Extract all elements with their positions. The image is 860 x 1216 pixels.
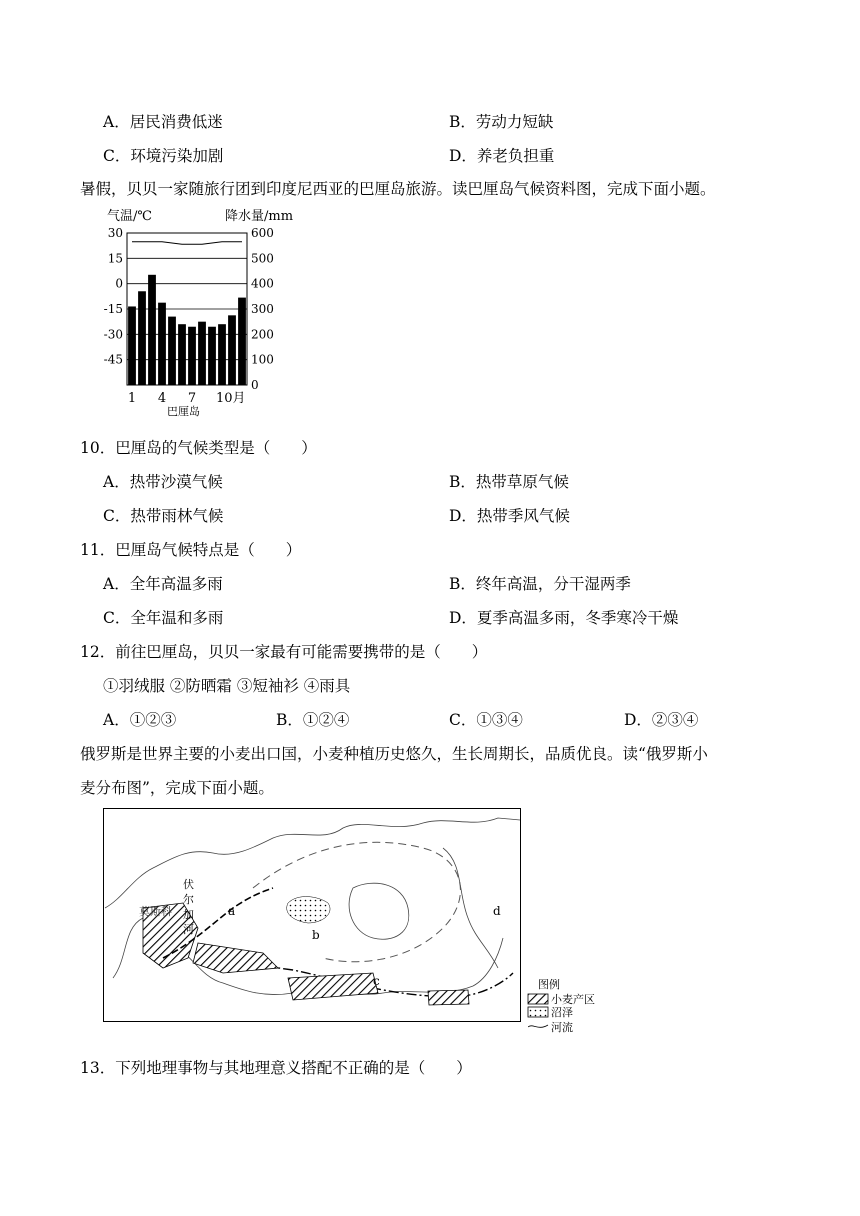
q12-items: ①羽绒服 ②防晒霜 ③短袖衫 ④雨具: [103, 677, 351, 695]
q10-option-d: D．热带季风气候: [449, 507, 570, 525]
precip-bar: [158, 303, 166, 385]
russia-map-svg: [103, 808, 623, 1023]
legend-wheat-label: 小麦产区: [551, 993, 595, 1006]
q11-option-b: B．终年高温，分干湿两季: [449, 575, 631, 593]
y-right-tick-label: 200: [251, 327, 274, 342]
precip-bar: [238, 298, 246, 385]
label-volga-3: 加: [183, 908, 194, 921]
label-volga-1: 伏: [183, 878, 194, 891]
y-right-tick-label: 500: [251, 251, 274, 266]
precip-bar: [198, 322, 206, 385]
y-right-tick-label: 100: [251, 352, 274, 367]
legend-river-label: 河流: [551, 1021, 573, 1034]
q13-stem: 13．下列地理事物与其地理意义搭配不正确的是（ ）: [80, 1059, 472, 1077]
q10-option-a: A．热带沙漠气候: [103, 473, 223, 491]
y-left-tick-label: 0: [115, 276, 123, 291]
precip-bar: [168, 317, 176, 385]
precip-bar: [218, 324, 226, 385]
q12-option-d: D．②③④: [624, 711, 699, 729]
precip-bar: [128, 306, 136, 385]
precip-bar: [228, 315, 236, 385]
q9-option-a: A．居民消费低迷: [103, 113, 223, 131]
chart-station-label: 巴厘岛: [167, 405, 200, 418]
q10-option-b: B．热带草原气候: [449, 473, 569, 491]
bali-intro: 暑假，贝贝一家随旅行团到印度尼西亚的巴厘岛旅游。读巴厘岛气候资料图，完成下面小题。: [80, 180, 716, 198]
x-tick-label: 10月: [216, 391, 246, 406]
q10-stem: 10．巴厘岛的气候类型是（ ）: [80, 439, 317, 457]
q12-option-a: A．①②③: [103, 711, 177, 729]
russia-wheat-map: [103, 808, 623, 1034]
q11-stem: 11．巴厘岛气候特点是（ ）: [80, 541, 302, 559]
wheat-region-east: [428, 990, 469, 1005]
q12-option-b: B．①②④: [276, 711, 350, 729]
q9-option-d: D．养老负担重: [449, 147, 555, 165]
q12-option-c: C．①③④: [449, 711, 523, 729]
y-right-axis-label: 降水量/mm: [225, 209, 294, 224]
legend-river-row: [528, 1020, 618, 1034]
legend-wheat-swatch: [528, 994, 548, 1004]
y-right-tick-label: 0: [251, 378, 259, 392]
russia-intro-line-1: 俄罗斯是世界主要的小麦出口国，小麦种植历史悠久，生长周期长，品质优良。读“俄罗斯小: [80, 745, 708, 763]
label-volga-2: 尔: [183, 893, 194, 906]
y-left-tick-label: -15: [103, 302, 123, 316]
y-right-tick-label: 600: [251, 226, 274, 240]
y-left-tick-label: 15: [107, 251, 123, 266]
q11-option-a: A．全年高温多雨: [103, 575, 223, 593]
climate-chart-svg: [97, 205, 317, 420]
precip-bar: [188, 327, 196, 385]
x-tick-label: 1: [127, 391, 137, 406]
russia-intro-line-2: 麦分布图”，完成下面小题。: [80, 779, 274, 797]
precip-bar: [178, 324, 186, 385]
precip-bar: [148, 275, 156, 385]
label-c: c: [373, 974, 380, 988]
legend-title: 图例: [538, 978, 560, 991]
y-left-axis-label: 气温/℃: [107, 209, 152, 224]
q12-stem: 12．前往巴厘岛，贝贝一家最有可能需要携带的是（ ）: [80, 643, 488, 661]
label-b: b: [312, 928, 320, 942]
y-right-tick-label: 300: [251, 302, 274, 316]
y-left-tick-label: -45: [103, 352, 123, 367]
bali-climate-chart: [97, 205, 317, 420]
label-d: d: [493, 904, 501, 918]
y-right-tick-label: 400: [251, 276, 274, 291]
q11-option-d: D．夏季高温多雨，冬季寒冷干燥: [449, 609, 679, 627]
label-a: a: [228, 904, 236, 918]
q11-option-c: C．全年温和多雨: [103, 609, 224, 627]
q9-option-c: C．环境污染加剧: [103, 147, 224, 165]
q9-option-b: B．劳动力短缺: [449, 113, 554, 131]
precip-bar: [138, 291, 146, 385]
x-tick-label: 4: [157, 391, 167, 406]
label-volga-4: 河: [183, 923, 194, 936]
legend-river-swatch: [528, 1025, 548, 1027]
legend-swamp-label: 沼泽: [551, 1006, 573, 1019]
label-moscow: 莫斯科: [139, 905, 172, 918]
y-left-tick-label: -30: [103, 327, 123, 342]
y-left-tick-label: 30: [107, 226, 123, 240]
precip-bar: [208, 327, 216, 385]
q10-option-c: C．热带雨林气候: [103, 507, 224, 525]
legend-swamp-swatch: [528, 1007, 548, 1017]
temperature-line: [132, 242, 242, 244]
x-tick-label: 7: [187, 391, 197, 406]
